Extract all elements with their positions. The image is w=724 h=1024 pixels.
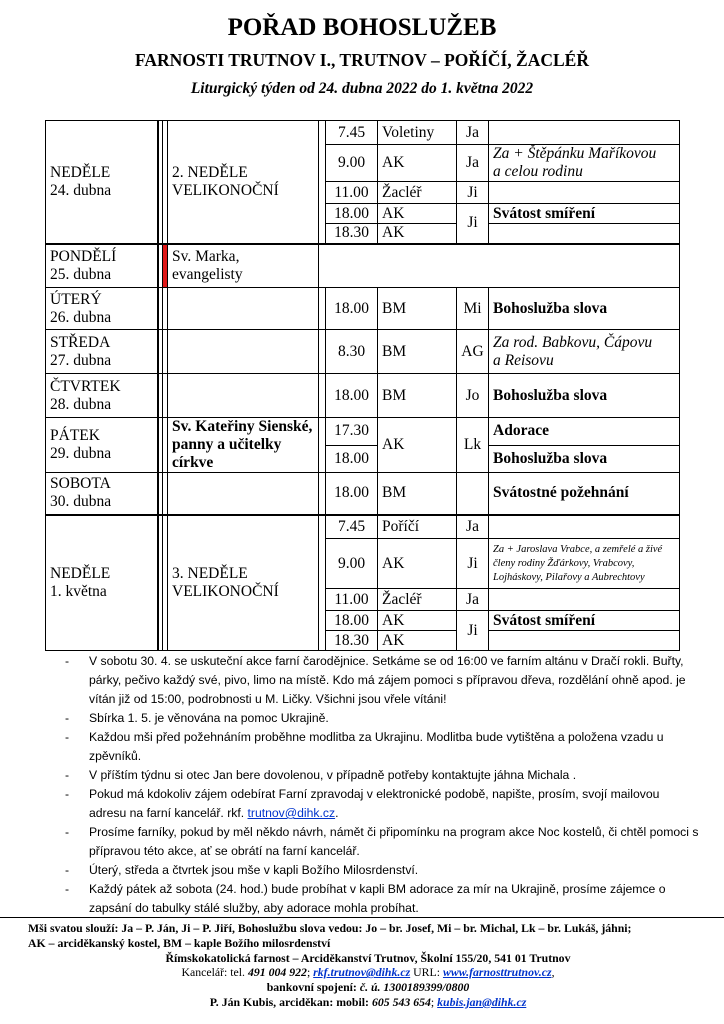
celebrant-cell: Ji	[457, 611, 489, 651]
time-cell: 7.45	[326, 515, 378, 539]
note-cell	[489, 589, 680, 611]
table-row	[46, 330, 680, 374]
celebrant-cell: Ji	[457, 539, 489, 589]
time-cell: 11.00	[326, 182, 378, 204]
label: Kancelář: tel.	[181, 965, 248, 980]
place-cell: AK	[378, 224, 457, 244]
place-cell: Žacléř	[378, 589, 457, 611]
dash: -	[65, 654, 70, 668]
celebrant-cell: Ja	[457, 515, 489, 539]
note-cell	[489, 121, 680, 145]
feast-name: evangelisty	[172, 265, 243, 283]
table-row	[46, 121, 680, 145]
intention-text: členy rodiny Žďárkovy, Vrabcovy,	[493, 557, 635, 569]
divider	[319, 330, 326, 374]
day-name: ČTVRTEK	[50, 377, 121, 395]
intention-text: a Reisovu	[493, 351, 554, 369]
feast-name: panny a učitelky církve	[172, 436, 282, 471]
day-cell	[46, 244, 158, 288]
bank-account: č. ú. 1300189399/0800	[359, 980, 470, 995]
time-cell: 9.00	[326, 539, 378, 589]
feast-name: Sv. Kateřiny Sienské,	[172, 418, 313, 435]
time-cell: 9.00	[326, 145, 378, 182]
day-date: 30. dubna	[50, 493, 112, 511]
day-cell	[46, 515, 158, 651]
celebrant-cell	[457, 473, 489, 515]
page-title: POŘAD BOHOSLUŽEB	[227, 14, 497, 41]
day-date: 1. května	[50, 582, 107, 600]
divider	[319, 515, 326, 651]
list-item	[60, 861, 700, 880]
day-name: NEDĚLE	[50, 163, 111, 181]
website-link[interactable]: www.farnosttrutnov.cz	[442, 965, 552, 980]
place-cell: BM	[378, 374, 457, 418]
feast-cell	[168, 330, 319, 374]
day-name: SOBOTA	[50, 475, 111, 493]
feast-cell	[168, 244, 319, 288]
announcement-text: Každý pátek až sobota (24. hod.) bude probíhat v kapli BM adorace za mír na Ukrajině, prosíme zájemce o zapsání do tabulky stálé služby, aby adorace mohla probíhat.	[89, 882, 666, 915]
list-item	[60, 880, 700, 918]
celebrant-cell: Jo	[457, 374, 489, 418]
list-item	[60, 728, 700, 766]
email-link[interactable]: rkf.trutnov@dihk.cz	[313, 965, 411, 980]
intention-text: Za + Štěpánku Maříkovou	[493, 145, 657, 162]
day-name: NEDĚLE	[50, 564, 111, 582]
separator: ;	[306, 965, 314, 980]
feast-name: Sv. Marka,	[172, 247, 240, 265]
announcement-text: V příštím týdnu si otec Jan bere dovolenou, v případně potřeby kontaktujte jáhna Michala .	[89, 768, 577, 782]
note-cell: Bohoslužba slova	[489, 374, 680, 418]
note-cell: Bohoslužba slova	[489, 288, 680, 330]
day-cell	[46, 288, 158, 330]
announcement-text: Prosíme farníky, pokud by měl někdo návrh, námět či připomínku na program akce Noc kostelů, či chtěl pomoci s přípravou této akce, ať se obrátí na farní kancelář.	[89, 825, 699, 858]
note-cell: Svátost smíření	[489, 204, 680, 224]
announcement-text: Každou mši před požehnáním proběhne modlitba za Ukrajinu. Modlitba bude vytištěna a položena vzadu u zpěvníků.	[89, 730, 664, 763]
day-cell	[46, 330, 158, 374]
dash: -	[65, 863, 70, 877]
dash: -	[65, 730, 70, 744]
announcement-text: Sbírka 1. 5. je věnována na pomoc Ukrajině.	[89, 711, 329, 725]
place-cell: BM	[378, 473, 457, 515]
footer-bank	[28, 980, 708, 995]
celebrant-cell: Ja	[457, 589, 489, 611]
announcement-text: Úterý, středa a čtvrtek jsou mše v kapli Božího Milosrdenství.	[89, 863, 419, 877]
divider	[319, 473, 326, 515]
day-date: 26. dubna	[50, 308, 112, 326]
label: URL:	[410, 965, 443, 980]
list-item	[60, 785, 700, 823]
footer-legend: AK – arciděkanský kostel, BM – kaple Božího milosrdenství	[28, 935, 331, 950]
day-date: 24. dubna	[50, 181, 112, 199]
table-row	[46, 374, 680, 418]
dash: -	[65, 768, 70, 782]
place-cell: AK	[378, 145, 457, 182]
place-cell: BM	[378, 288, 457, 330]
divider	[319, 374, 326, 418]
intention-text: Za + Jaroslava Vrabce, a zemřelé a živé	[493, 543, 663, 555]
intention-text: Lojháskovy, Pilařovy a Aubrechtovy	[493, 571, 645, 583]
note-cell	[489, 182, 680, 204]
feast-cell	[168, 121, 319, 244]
celebrant-cell: Ji	[457, 182, 489, 204]
time-cell: 18.00	[326, 611, 378, 631]
label: P. Ján Kubis, arciděkan: mobil:	[209, 994, 372, 1009]
feast-cell	[168, 418, 319, 473]
celebrant-cell: AG	[457, 330, 489, 374]
note-cell: Adorace	[489, 418, 680, 446]
day-date: 28. dubna	[50, 395, 112, 413]
empty-cell	[319, 244, 680, 288]
list-item	[60, 823, 700, 861]
day-cell	[46, 418, 158, 473]
separator: ,	[551, 965, 555, 980]
mobile: 605 543 654	[371, 994, 431, 1009]
note-cell	[489, 145, 680, 182]
footer-priest	[28, 995, 708, 1010]
feast-name: VELIKONOČNÍ	[172, 582, 279, 600]
celebrant-cell: Ja	[457, 145, 489, 182]
celebrant-cell: Mi	[457, 288, 489, 330]
dash: -	[65, 825, 70, 839]
day-date: 27. dubna	[50, 351, 112, 369]
time-cell: 7.45	[326, 121, 378, 145]
note-cell	[489, 515, 680, 539]
feast-cell	[168, 288, 319, 330]
footer-address	[28, 951, 708, 966]
divider	[319, 418, 326, 473]
day-date: 29. dubna	[50, 445, 112, 462]
divider	[319, 288, 326, 330]
table-row	[46, 244, 680, 288]
schedule-table	[45, 120, 680, 651]
time-cell: 18.30	[326, 631, 378, 651]
table-row	[46, 473, 680, 515]
feast-name: 3. NEDĚLE	[172, 564, 248, 582]
day-name: PÁTEK	[50, 427, 100, 444]
email-link[interactable]: trutnov@dihk.cz	[247, 806, 336, 820]
time-cell: 18.00	[326, 204, 378, 224]
dash: -	[65, 787, 70, 801]
day-cell	[46, 121, 158, 244]
list-item	[60, 766, 700, 785]
announcement-text: V sobotu 30. 4. se uskuteční akce farní čarodějnice. Setkáme se od 16:00 ve farním altánu v Dračí rokli. Buřty, párky, pečivo každý své, pivo, limo na místě. Kdo má zájem pomoci s přípravou dřeva, rozdělání ohně apod. je vítán již od 15:00, podrobnosti u M. Ličky. Všichni jsou vřele vítáni!	[89, 654, 686, 706]
feast-cell	[168, 374, 319, 418]
place-cell: Voletiny	[378, 121, 457, 145]
note-cell	[489, 330, 680, 374]
celebrant-cell: Ja	[457, 121, 489, 145]
time-cell: 18.00	[326, 288, 378, 330]
note-cell	[489, 631, 680, 651]
place-cell: AK	[378, 611, 457, 631]
dash: -	[65, 711, 70, 725]
table-row	[46, 418, 680, 446]
place-cell: AK	[378, 631, 457, 651]
note-cell: Svátostné požehnání	[489, 473, 680, 515]
place-cell: AK	[378, 204, 457, 224]
liturgical-week: Liturgický týden od 24. dubna 2022 do 1. května 2022	[190, 80, 534, 97]
place-cell: AK	[378, 418, 457, 473]
divider	[319, 121, 326, 244]
announcement-text: .	[335, 806, 339, 820]
day-date: 25. dubna	[50, 265, 112, 283]
label: bankovní spojení:	[266, 980, 360, 995]
place-cell: BM	[378, 330, 457, 374]
day-name: ÚTERÝ	[50, 290, 102, 308]
time-cell: 18.00	[326, 374, 378, 418]
list-item	[60, 652, 700, 709]
celebrant-cell: Lk	[457, 418, 489, 473]
day-cell	[46, 473, 158, 515]
footer	[28, 921, 708, 1010]
intention-text: Za rod. Babkovu, Čápovu	[493, 333, 653, 351]
list-item	[60, 709, 700, 728]
feast-cell	[168, 473, 319, 515]
place-cell: Poříčí	[378, 515, 457, 539]
announcements	[60, 652, 700, 918]
celebrant-cell: Ji	[457, 204, 489, 244]
note-cell: Svátost smíření	[489, 611, 680, 631]
time-cell: 8.30	[326, 330, 378, 374]
day-name: PONDĚLÍ	[50, 247, 117, 265]
phone: 491 004 922	[247, 965, 307, 980]
parish-address: Římskokatolická farnost – Arciděkanství Trutnov, Školní 155/20, 541 01 Trutnov	[165, 950, 571, 965]
time-cell: 18.00	[326, 473, 378, 515]
table-row	[46, 515, 680, 539]
place-cell: Žacléř	[378, 182, 457, 204]
footer-divider	[0, 917, 724, 918]
note-cell: Bohoslužba slova	[489, 445, 680, 473]
time-cell: 11.00	[326, 589, 378, 611]
footer-contact	[28, 965, 708, 980]
intention-text: a celou rodinu	[493, 163, 583, 180]
time-cell: 17.30	[326, 418, 378, 446]
email-link[interactable]: kubis.jan@dihk.cz	[437, 994, 527, 1009]
time-cell: 18.00	[326, 445, 378, 473]
time-cell: 18.30	[326, 224, 378, 244]
note-cell	[489, 539, 680, 589]
place-cell: AK	[378, 539, 457, 589]
dash: -	[65, 882, 70, 896]
announcement-text: Pokud má kdokoliv zájem odebírat Farní zpravodaj v elektronické podobě, napište, prosím, svojí mailovou adresu na farní kancelář. rkf.	[89, 787, 660, 820]
day-cell	[46, 374, 158, 418]
footer-legend: Mši svatou slouží: Ja – P. Ján, Ji – P. Jiří, Bohoslužbu slova vedou: Jo – br. Josef, Mi – br. Michal, Lk – br. Lukáš, jáhni;	[28, 921, 632, 935]
feast-name: 2. NEDĚLE	[172, 163, 248, 181]
feast-cell	[168, 515, 319, 651]
table-row	[46, 288, 680, 330]
separator: ;	[430, 994, 438, 1009]
page-subtitle: FARNOSTI TRUTNOV I., TRUTNOV – POŘÍČÍ, ŽACLÉŘ	[135, 50, 589, 70]
note-cell	[489, 224, 680, 244]
feast-name: VELIKONOČNÍ	[172, 181, 279, 199]
day-name: STŘEDA	[50, 333, 111, 351]
